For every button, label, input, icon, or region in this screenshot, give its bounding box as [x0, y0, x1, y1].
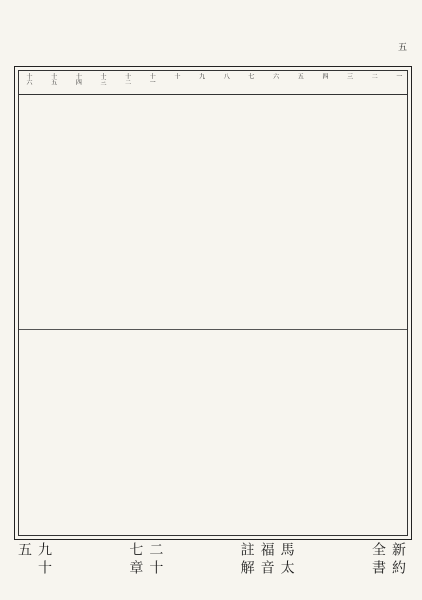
verse-number: 十三: [98, 73, 106, 85]
verse-number: 八: [222, 73, 230, 79]
chapter-title: 馬太福音註解: [238, 542, 295, 578]
verse-number: 十五: [49, 73, 57, 85]
verse-number: 十二: [123, 73, 131, 85]
page-marker: 五: [397, 43, 408, 53]
register-divider: [19, 329, 407, 330]
verse-number: 十一: [148, 73, 156, 85]
page-number: 九十五: [16, 542, 52, 578]
book-title: 新約全書: [369, 542, 406, 578]
verse-number: 七: [246, 73, 254, 79]
verse-number: 六: [271, 73, 279, 79]
verse-number: 三: [345, 73, 353, 79]
page-footer: [14, 542, 408, 590]
chapter-number: 二十七章: [127, 542, 164, 578]
verse-number: 九: [197, 73, 205, 79]
verse-number: 五: [296, 73, 304, 79]
verse-number: 一: [394, 73, 402, 79]
verse-number: 十四: [74, 73, 82, 85]
verse-number-row: [19, 71, 407, 95]
verse-number: 四: [320, 73, 328, 79]
inner-frame: [18, 70, 408, 536]
text-frame: [14, 66, 412, 540]
verse-number: 十六: [25, 73, 32, 85]
verse-number: 二: [370, 73, 378, 79]
verse-number: 十: [172, 73, 180, 79]
